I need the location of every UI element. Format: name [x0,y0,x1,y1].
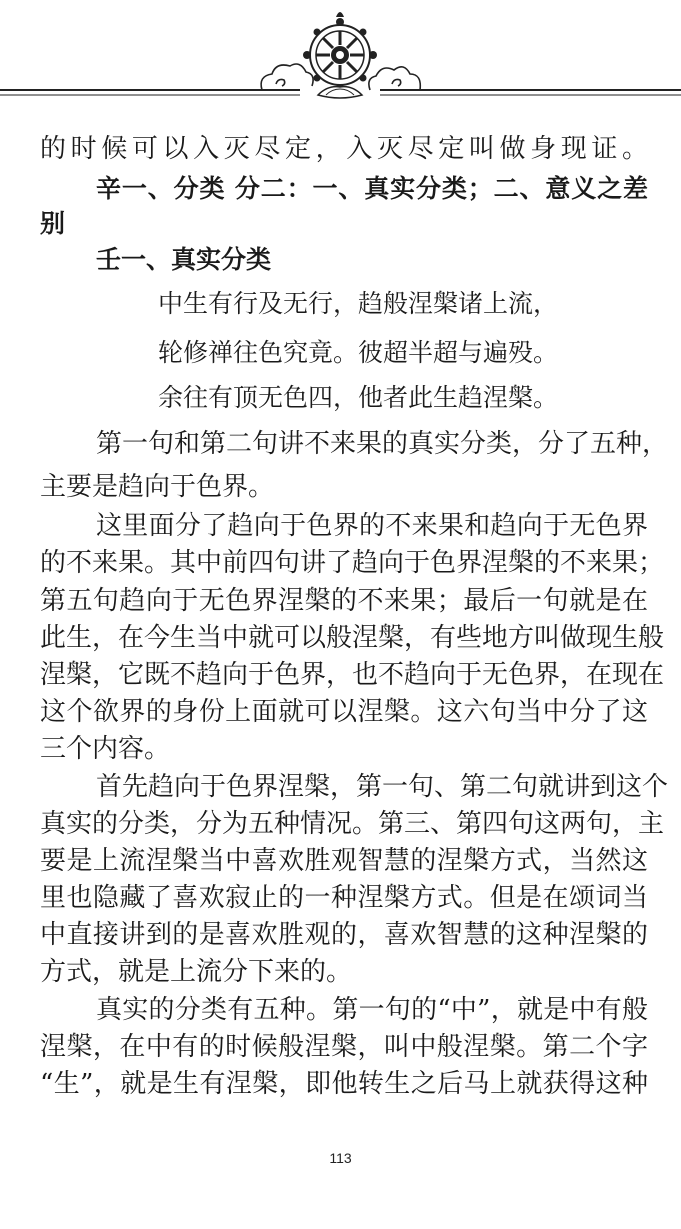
paragraph-first-line: 第一句和第二句讲不来果的真实分类，分了五种， [96,429,669,459]
paragraph-first-line: 这里面分了趋向于色界的不来果和趋向于无色界 [96,511,648,541]
verse-line: 中生有行及无行，趋般涅槃诸上流， [158,289,559,318]
paragraph-first-line: 首先趋向于色界涅槃，第一句、第二句就讲到这个 [96,772,669,802]
page-header-ornament [0,0,681,110]
section-heading: 辛一、分类 分二：一、真实分类；二、意义之差 [96,174,648,203]
text-line: 这个欲界的身份上面就可以涅槃。这六句当中分了这 [40,697,648,727]
text-line: 里也隐藏了喜欢寂止的一种涅槃方式。但是在颂词当 [40,883,648,913]
text-line: 第五句趋向于无色界涅槃的不来果；最后一句就是在 [40,586,648,616]
dharma-wheel-icon [303,12,377,98]
text-line: 方式，就是上流分下来的。 [40,957,353,987]
text-line: 的不来果。其中前四句讲了趋向于色界涅槃的不来果； [40,548,665,578]
section-heading-continuation: 别 [40,209,66,238]
text-line: 主要是趋向于色界。 [40,472,275,502]
text-line: 中直接讲到的是喜欢胜观的，喜欢智慧的这种涅槃的 [40,920,648,950]
text-line: 涅槃，在中有的时候般涅槃，叫中般涅槃。第二个字 [40,1032,648,1062]
cloud-right-icon [369,67,420,90]
verse-line: 余往有顶无色四，他者此生趋涅槃。 [158,383,559,412]
subsection-heading: 壬一、真实分类 [96,245,272,274]
cloud-left-icon [261,64,313,90]
header-ornament-graphic [0,0,681,110]
text-line: “生”，就是生有涅槃，即他转生之后马上就获得这种 [40,1069,648,1099]
text-line: 要是上流涅槃当中喜欢胜观智慧的涅槃方式，当然这 [40,846,648,876]
text-line: 此生，在今生当中就可以般涅槃，有些地方叫做现生般 [40,623,665,653]
text-line: 涅槃，它既不趋向于色界，也不趋向于无色界，在现在 [40,660,665,690]
verse-line: 轮修禅往色究竟。彼超半超与遍殁。 [158,338,559,367]
text-line: 真实的分类，分为五种情况。第三、第四句这两句，主 [40,809,665,839]
paragraph-first-line: 真实的分类有五种。第一句的“中”，就是中有般 [96,995,648,1025]
text-line: 的时候可以入灭尽定，入灭尽定叫做身现证。 [40,134,648,164]
page-number: 113 [329,1150,352,1166]
text-line: 三个内容。 [40,734,171,764]
